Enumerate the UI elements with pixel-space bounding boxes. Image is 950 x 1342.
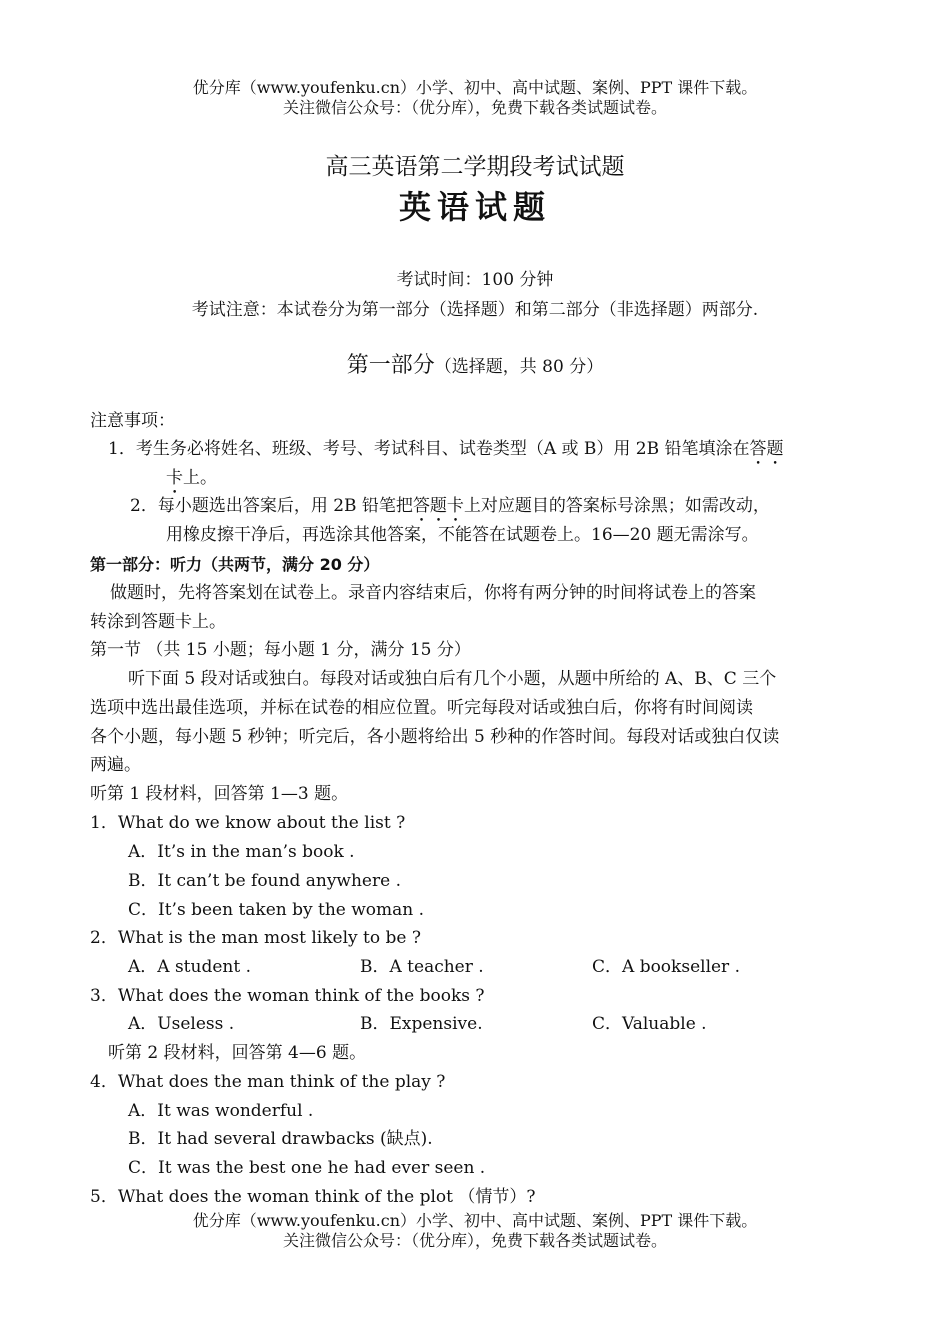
note-item-2 [130, 494, 770, 526]
question-2-option-c: C．A bookseller . [592, 957, 740, 977]
exam-title: 高三英语第二学期段考试试题 [325, 154, 625, 180]
footer-line-1: 优分库（www.youfenku.cn）小学、初中、高中试题、案例、PPT 课件下载。 [192, 1211, 758, 1230]
section-title [0, 348, 950, 379]
question-4: 4．What does the man think of the play ? [90, 1072, 446, 1092]
question-3-option-c: C．Valuable . [592, 1014, 707, 1034]
note-item-1-end: 上。 [183, 468, 217, 488]
question-3-option-b: B．Expensive. [360, 1014, 483, 1034]
note-item-1-emphasis-2: 卡 [166, 468, 183, 488]
question-3: 3．What does the woman think of the books ? [90, 986, 485, 1006]
note-item-1-text: 1．考生务必将姓名、班级、考号、考试科目、试卷类型（A 或 B）用 2B 铅笔填涂在 [108, 439, 750, 459]
listening-intro-1: 做题时，先将答案划在试卷上。录音内容结束后，你将有两分钟的时间将试卷上的答案 [110, 583, 756, 603]
section-title-main: 第一部分 [346, 353, 435, 378]
question-2-option-a: A．A student . [128, 957, 251, 977]
note-item-2-cont: 用橡皮擦干净后，再选涂其他答案，不能答在试题卷上。16—20 题无需涂写。 [166, 525, 759, 545]
question-3-option-a: A．Useless . [128, 1014, 235, 1034]
note-item-2-rest: 上对应题目的答案标号涂黑；如需改动， [463, 496, 770, 516]
note-item-1 [108, 437, 784, 469]
question-1: 1．What do we know about the list ? [90, 813, 406, 833]
question-4-option-c: C．It was the best one he had ever seen . [128, 1158, 486, 1178]
question-4-option-a: A．It was wonderful . [128, 1101, 314, 1121]
listening-heading: 第一部分：听力（共两节，满分 20 分） [90, 555, 380, 574]
question-1-option-b: B．It can’t be found anywhere . [128, 871, 401, 891]
question-2: 2．What is the man most likely to be ? [90, 928, 421, 948]
listening-desc-3: 各个小题，每小题 5 秒钟；听完后，各小题将给出 5 秒种的作答时间。每段对话或独白仅读 [90, 727, 780, 747]
notes-heading: 注意事项： [90, 411, 175, 431]
section-title-detail: （选择题，共 80 分） [434, 357, 604, 377]
listening-desc-1: 听下面 5 段对话或独白。每段对话或独白后有几个小题，从题中所给的 A、B、C 三个 [128, 669, 777, 689]
exam-time: 考试时间：100 分钟 [396, 270, 554, 290]
question-1-option-a: A．It’s in the man’s book . [128, 842, 355, 862]
exam-note: 考试注意：本试卷分为第一部分（选择题）和第二部分（非选择题）两部分. [191, 300, 759, 320]
note-item-2-text: 2．每小题选出答案后，用 2B 铅笔把 [130, 496, 413, 516]
listening-desc-2: 选项中选出最佳选项，并标在试卷的相应位置。听完每段对话或独白后，你将有时间阅读 [90, 698, 753, 718]
question-4-option-b: B．It had several drawbacks (缺点). [128, 1129, 433, 1149]
listening-intro-2: 转涂到答题卡上。 [90, 612, 226, 632]
listening-section-1: 第一节 （共 15 小题；每小题 1 分，满分 15 分） [90, 640, 471, 660]
listening-desc-4: 两遍。 [90, 755, 141, 775]
note-item-2-emphasis: 答题卡 [412, 496, 464, 516]
header-line-1: 优分库（www.youfenku.cn）小学、初中、高中试题、案例、PPT 课件下载。 [192, 78, 758, 97]
question-2-option-b: B．A teacher . [360, 957, 484, 977]
question-1-option-c: C．It’s been taken by the woman . [128, 900, 425, 920]
material-1-instruction: 听第 1 段材料，回答第 1—3 题。 [90, 784, 349, 804]
footer-line-2: 关注微信公众号：（优分库），免费下载各类试题试卷。 [282, 1231, 667, 1250]
question-5: 5．What does the woman think of the plot （情节）? [90, 1187, 536, 1207]
exam-subtitle: 英语试题 [398, 188, 551, 226]
note-item-1-emphasis: 答题 [749, 439, 784, 459]
material-2-instruction: 听第 2 段材料，回答第 4—6 题。 [108, 1043, 367, 1063]
header-line-2: 关注微信公众号：（优分库），免费下载各类试题试卷。 [282, 98, 667, 117]
